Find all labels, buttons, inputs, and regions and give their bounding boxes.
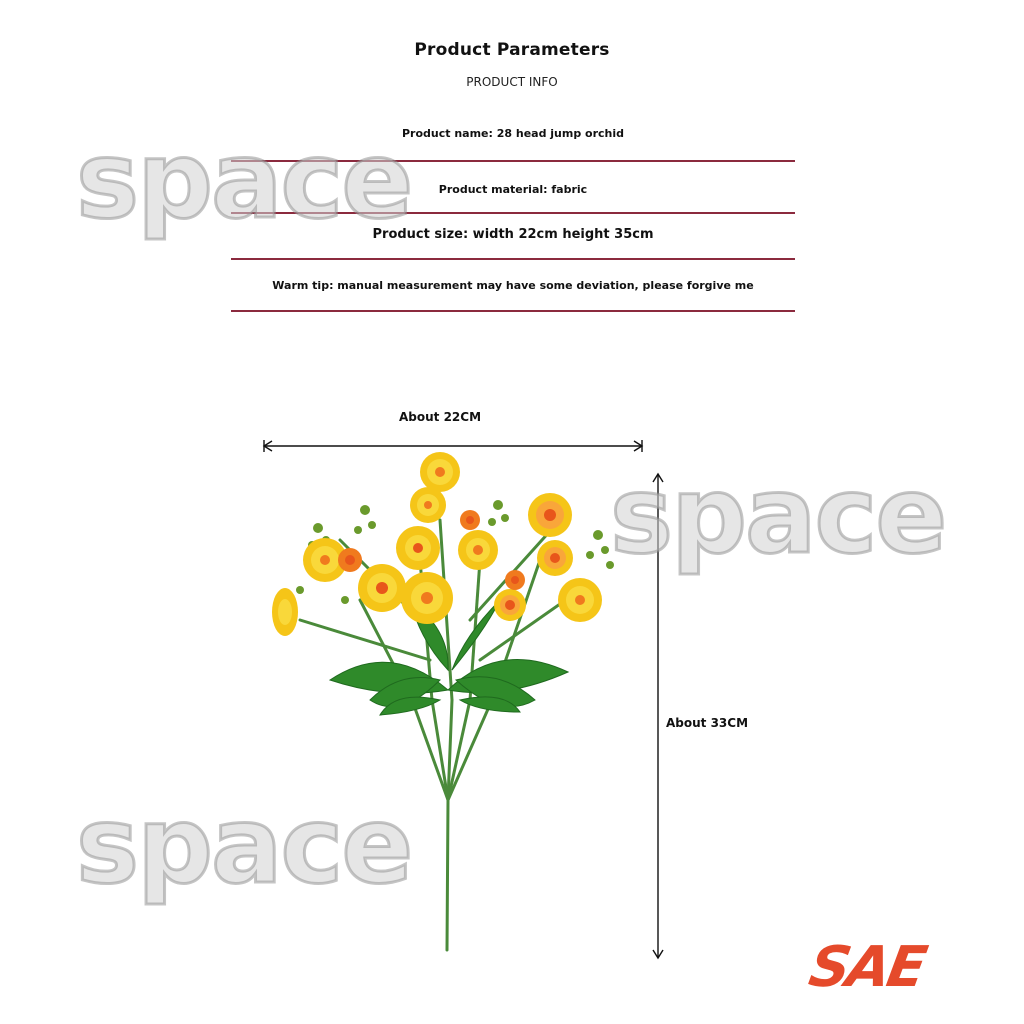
watermark: space [76, 784, 412, 907]
parameter-name: Product name: 28 head jump orchid [401, 127, 625, 140]
height-dimension-arrow [653, 474, 663, 958]
parameter-material: Product material: fabric [438, 183, 588, 196]
width-dimension-arrow [264, 440, 642, 452]
watermark: space [610, 454, 946, 577]
width-dimension-label: About 22CM [398, 410, 482, 424]
watermark: space [76, 119, 412, 242]
page-subtitle: PRODUCT INFO [466, 75, 558, 89]
height-dimension-label: About 33CM [666, 716, 749, 730]
parameter-tip: Warm tip: manual measurement may have some deviation, please forgive me [272, 279, 754, 292]
brand-logo: SAE [804, 935, 929, 1000]
page-title: Product Parameters [414, 40, 610, 60]
parameter-size: Product size: width 22cm height 35cm [372, 227, 654, 242]
